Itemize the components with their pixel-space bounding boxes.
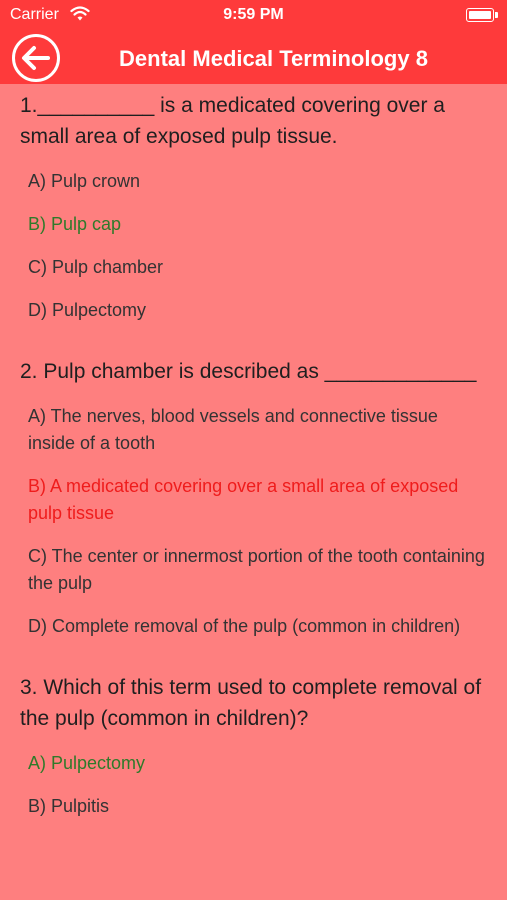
nav-bar: [0, 30, 507, 84]
options-list: [0, 750, 507, 820]
option-d[interactable]: D) Pulpectomy: [28, 300, 147, 320]
clock: 9:59 PM: [223, 6, 284, 23]
question-block: [0, 350, 507, 640]
question-text: 1.__________ is a medicated covering over a small area of exposed pulp tissue.: [20, 94, 445, 148]
status-bar: [0, 0, 507, 30]
question-block: [0, 84, 507, 324]
question-block: [0, 666, 507, 820]
question-text: 3. Which of this term used to complete removal of the pulp (common in children)?: [20, 676, 482, 730]
quiz-content: [0, 84, 507, 820]
battery-icon: [466, 8, 494, 22]
page-title: Dental Medical Terminology 8: [119, 46, 428, 71]
option-a[interactable]: A) The nerves, blood vessels and connective tissue inside of a tooth: [28, 406, 438, 453]
options-list: [0, 403, 507, 640]
option-b[interactable]: B) Pulp cap: [28, 214, 122, 234]
options-list: [0, 168, 507, 324]
option-b[interactable]: B) Pulpitis: [28, 796, 110, 816]
option-d[interactable]: D) Complete removal of the pulp (common in children): [28, 616, 461, 636]
back-arrow-icon: [21, 45, 51, 71]
option-b[interactable]: B) A medicated covering over a small area of exposed pulp tissue: [28, 476, 459, 523]
option-c[interactable]: C) Pulp chamber: [28, 257, 164, 277]
carrier-label: Carrier: [10, 6, 59, 23]
question-text: 2. Pulp chamber is described as _____________: [20, 360, 477, 383]
option-c[interactable]: C) The center or innermost portion of the tooth containing the pulp: [28, 546, 485, 593]
back-button[interactable]: [12, 34, 60, 82]
option-a[interactable]: A) Pulpectomy: [28, 753, 146, 773]
option-a[interactable]: A) Pulp crown: [28, 171, 141, 191]
